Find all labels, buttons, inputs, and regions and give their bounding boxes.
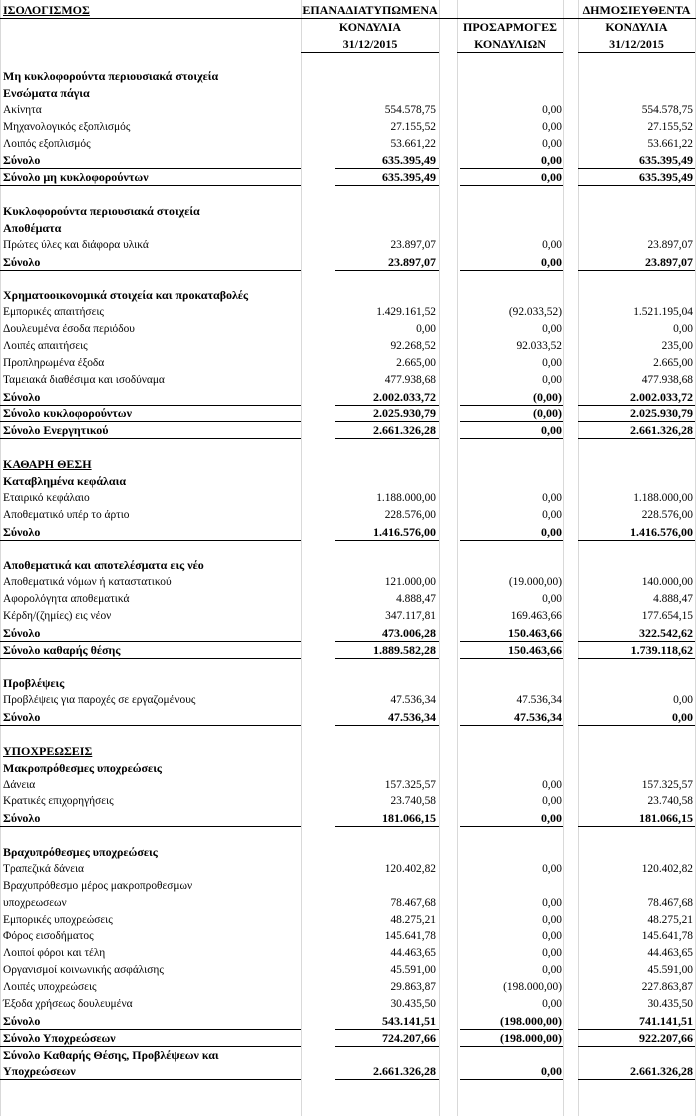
spacer-row <box>0 827 696 844</box>
row-value-v2: 0,00 <box>541 1064 562 1079</box>
row-value-v2: 0,00 <box>542 373 562 386</box>
row-label: Φόρος εισοδήματος <box>3 930 94 943</box>
header-rule <box>578 52 695 53</box>
row-label: Αφορολόγητα αποθεματικά <box>3 593 130 605</box>
row-label: Σύνολο <box>3 524 41 539</box>
row-label: Σύνολο μη κυκλοφορούντων <box>3 170 149 185</box>
row-value-v3: 2.002.033,72 <box>630 389 693 404</box>
row-value-v2: 0,00 <box>542 356 562 369</box>
row-value-v2: 0,00 <box>542 862 562 875</box>
table-row <box>0 979 696 996</box>
row-value-v1: 23.897,07 <box>388 254 436 269</box>
table-row <box>0 692 696 709</box>
row-value-v2: 0,00 <box>542 964 562 977</box>
col1-header-line1: ΕΠΑΝΑΔΙΑΤΥΠΩΜΕΝΑ <box>302 3 438 17</box>
row-value-v2: 92.033,52 <box>516 339 562 352</box>
row-value-v2: 0,00 <box>541 423 562 438</box>
table-row <box>0 68 696 85</box>
row-value-v1: 2.025.930,79 <box>373 406 436 421</box>
table-row <box>0 777 696 794</box>
row-value-v3: 635.395,49 <box>639 170 693 185</box>
row-value-v2: 0,00 <box>541 811 562 826</box>
spacer-row <box>0 270 696 287</box>
row-value-v3: 235,00 <box>661 339 693 352</box>
table-row <box>0 119 696 136</box>
spacer-row <box>0 659 696 676</box>
table-row <box>0 793 696 810</box>
row-label: Υποχρεώσεων <box>3 1064 76 1079</box>
row-value-v1: 473.006,28 <box>382 625 436 640</box>
table-row <box>0 675 696 692</box>
row-label: Λοιπός εξοπλισμός <box>3 137 91 150</box>
table-row <box>0 625 696 642</box>
table-row <box>0 220 696 237</box>
row-label: Λοιποί φόροι και τέλη <box>3 947 106 960</box>
table-row <box>0 844 696 861</box>
row-value-v1: 23.740,58 <box>390 795 436 808</box>
row-value-v1: 1.889.582,28 <box>373 642 436 657</box>
table-row <box>0 203 696 220</box>
row-value-v3: 44.463,65 <box>647 947 693 960</box>
table-row <box>0 861 696 878</box>
row-value-v3: 4.888,47 <box>653 593 693 605</box>
header-rule <box>301 52 439 53</box>
row-value-v1: 157.325,57 <box>384 778 436 791</box>
table-row <box>0 338 696 355</box>
row-value-v3: 2.661.326,28 <box>630 1064 693 1079</box>
table-row <box>0 85 696 102</box>
row-value-v1: 347.117,81 <box>385 609 436 622</box>
row-value-v1: 78.467,68 <box>390 896 436 909</box>
table-row <box>0 1047 696 1064</box>
row-value-v2: 0,00 <box>542 137 562 150</box>
row-value-v2: 0,00 <box>541 153 562 168</box>
row-value-v3: 477.938,68 <box>641 373 693 386</box>
row-value-v1: 47.536,34 <box>390 694 436 707</box>
table-row <box>0 878 696 895</box>
row-value-v3: 1.416.576,00 <box>630 524 693 539</box>
row-value-v3: 1.188.000,00 <box>633 491 693 504</box>
table-row <box>0 591 696 608</box>
row-value-v3: 45.591,00 <box>647 964 693 977</box>
row-value-v2: 0,00 <box>541 254 562 269</box>
row-label: Αποθέματα <box>3 220 62 235</box>
row-value-v3: 120.402,82 <box>641 862 693 875</box>
spacer-row <box>0 540 696 557</box>
row-value-v3: 554.578,75 <box>641 103 693 116</box>
row-label: Λοιπές απαιτήσεις <box>3 339 88 352</box>
row-label: Αποθεματικό υπέρ το άρτιο <box>3 508 130 521</box>
row-value-v2: (19.000,00) <box>508 576 562 589</box>
table-row <box>0 557 696 574</box>
row-value-v2: 0,00 <box>542 778 562 791</box>
row-label: Κυκλοφορούντα περιουσιακά στοιχεία <box>3 204 200 218</box>
row-value-v1: 2.661.326,28 <box>373 423 436 438</box>
row-label: Έξοδα χρήσεως δουλευμένα <box>3 997 133 1010</box>
row-value-v2: 0,00 <box>542 103 562 116</box>
row-label: Κέρδη/(ζημίες) εις νέον <box>3 609 112 622</box>
row-label: Σύνολο καθαρής θέσης <box>3 642 121 657</box>
row-value-v2: (0,00) <box>533 406 562 421</box>
row-value-v2: 0,00 <box>542 323 562 336</box>
table-row <box>0 996 696 1013</box>
row-value-v3: 741.141,51 <box>639 1013 693 1028</box>
row-label: Δουλευμένα έσοδα περιόδου <box>3 323 135 336</box>
total-rule <box>335 1079 439 1080</box>
spacer-row <box>0 186 696 203</box>
row-value-v3: 922.207,66 <box>639 1030 693 1045</box>
row-label: Τραπεζικά δάνεια <box>3 862 85 875</box>
row-value-v1: 120.402,82 <box>384 862 436 875</box>
row-value-v3: 23.897,07 <box>645 254 693 269</box>
row-value-v2: 0,00 <box>542 997 562 1010</box>
row-value-v2: 47.536,34 <box>514 710 562 725</box>
table-row <box>0 169 696 186</box>
row-label: Σύνολο <box>3 1013 41 1028</box>
col1-header-line3: 31/12/2015 <box>342 37 398 51</box>
row-value-v2: 0,00 <box>542 120 562 133</box>
total-rule <box>460 1079 563 1080</box>
row-value-v1: 92.268,52 <box>390 339 436 352</box>
row-value-v3: 0,00 <box>673 694 693 707</box>
row-label: Προπληρωμένα έξοδα <box>3 356 105 369</box>
row-value-v3: 30.435,50 <box>647 997 693 1010</box>
row-label: Μηχανολογικός εξοπλισμός <box>3 120 131 133</box>
row-label: Σύνολο Υποχρεώσεων <box>3 1030 116 1045</box>
row-value-v2: 0,00 <box>542 795 562 808</box>
row-value-v1: 0,00 <box>416 323 436 336</box>
table-row <box>0 912 696 929</box>
row-value-v1: 635.395,49 <box>382 153 436 168</box>
col2-header-line2: ΚΟΝΔΥΛΙΩΝ <box>474 37 546 51</box>
row-value-v2: 169.463,66 <box>510 609 562 622</box>
row-value-v2: 0,00 <box>542 238 562 251</box>
row-label: υποχρεωσεων <box>3 896 67 909</box>
table-row <box>0 355 696 372</box>
table-row <box>0 389 696 406</box>
table-row <box>0 254 696 271</box>
table-row <box>0 928 696 945</box>
row-value-v1: 1.429.161,52 <box>376 306 436 319</box>
table-row <box>0 1013 696 1030</box>
table-row <box>0 372 696 389</box>
row-value-v3: 140.000,00 <box>641 576 693 589</box>
row-label: Ενσώματα πάγια <box>3 85 90 100</box>
row-value-v1: 1.188.000,00 <box>376 491 436 504</box>
row-value-v3: 1.739.118,62 <box>630 642 693 657</box>
row-value-v3: 177.654,15 <box>641 609 693 622</box>
row-value-v2: 150.463,66 <box>508 642 562 657</box>
col2-header-line1: ΠΡΟΣΑΡΜΟΓΕΣ <box>463 20 557 34</box>
row-value-v2: 0,00 <box>541 524 562 539</box>
row-value-v1: 29.863,87 <box>390 981 436 993</box>
row-label: Μακροπρόθεσμες υποχρεώσεις <box>3 760 162 775</box>
row-value-v1: 724.207,66 <box>382 1030 436 1045</box>
row-value-v2: 0,00 <box>542 593 562 605</box>
row-label: Ταμειακά διαθέσιμα και ισοδύναμα <box>3 373 165 386</box>
table-row <box>0 743 696 760</box>
row-value-v3: 23.740,58 <box>647 795 693 808</box>
row-value-v1: 1.416.576,00 <box>373 524 436 539</box>
table-row <box>0 1030 696 1047</box>
col3-header-line1: ΔΗΜΟΣΙΕΥΘΕΝΤΑ <box>582 3 691 17</box>
table-row <box>0 709 696 726</box>
row-value-v3: 23.897,07 <box>647 238 693 251</box>
table-row <box>0 152 696 169</box>
table-row <box>0 507 696 524</box>
row-value-v1: 477.938,68 <box>384 373 436 386</box>
table-row <box>0 945 696 962</box>
row-value-v3: 157.325,57 <box>641 778 693 791</box>
row-value-v2: 0,00 <box>542 930 562 943</box>
row-value-v1: 23.897,07 <box>390 238 436 251</box>
row-label: Κρατικές επιχορηγήσεις <box>3 795 114 808</box>
row-value-v1: 635.395,49 <box>382 170 436 185</box>
table-row <box>0 422 696 439</box>
row-value-v3: 2.661.326,28 <box>630 423 693 438</box>
table-row <box>0 136 696 153</box>
col3-header-line2: ΚΟΝΔΥΛΙΑ <box>605 20 668 34</box>
row-value-v1: 543.141,51 <box>382 1013 436 1028</box>
row-value-v3: 635.395,49 <box>639 153 693 168</box>
row-label: Σύνολο <box>3 254 41 269</box>
row-value-v2: 47.536,34 <box>516 694 562 707</box>
row-value-v1: 2.002.033,72 <box>373 389 436 404</box>
table-row <box>0 287 696 304</box>
row-value-v3: 27.155,52 <box>647 120 693 133</box>
header-rule <box>0 18 696 19</box>
row-value-v3: 181.066,15 <box>639 811 693 826</box>
table-row <box>0 405 696 422</box>
row-label: Καταβλημένα κεφάλαια <box>3 473 127 488</box>
row-value-v3: 1.521.195,04 <box>633 306 693 319</box>
total-rule <box>0 1079 301 1080</box>
row-value-v1: 30.435,50 <box>390 997 436 1010</box>
row-label: Βραχυπρόθεσμες υποχρεώσεις <box>3 845 158 859</box>
table-row <box>0 642 696 659</box>
row-label: Προβλέψεις για παροχές σε εργαζομένους <box>3 694 196 707</box>
row-value-v2: 0,00 <box>542 491 562 504</box>
row-value-v2: 0,00 <box>542 508 562 521</box>
row-value-v1: 2.665,00 <box>396 356 436 369</box>
row-value-v2: 0,00 <box>541 170 562 185</box>
spacer-row <box>0 439 696 456</box>
row-value-v1: 47.536,34 <box>388 710 436 725</box>
row-value-v3: 228.576,00 <box>641 508 693 521</box>
sheet-title: ΙΣΟΛΟΓΙΣΜΟΣ <box>3 3 90 17</box>
row-value-v3: 53.661,22 <box>647 137 693 150</box>
col3-header-line3: 31/12/2015 <box>609 37 664 51</box>
table-row <box>0 321 696 338</box>
table-row <box>0 810 696 827</box>
row-value-v1: 4.888,47 <box>396 593 436 605</box>
table-row <box>0 895 696 912</box>
row-label: Αποθεματικά και αποτελέσματα εις νέο <box>3 558 204 573</box>
row-label: Σύνολο <box>3 389 41 404</box>
table-row <box>0 456 696 473</box>
row-label: Εταιρικό κεφάλαιο <box>3 491 90 504</box>
row-label: Προβλέψεις <box>3 676 65 691</box>
table-row <box>0 962 696 979</box>
row-value-v3: 48.275,21 <box>647 913 693 926</box>
row-value-v2: (198.000,00) <box>500 1030 562 1045</box>
row-value-v1: 53.661,22 <box>390 137 436 150</box>
total-rule <box>578 1079 695 1080</box>
row-label: Σύνολο κυκλοφορούντων <box>3 406 132 421</box>
row-label: Σύνολο <box>3 710 41 725</box>
table-row <box>0 102 696 119</box>
table-row <box>0 304 696 321</box>
row-label: Σύνολο Καθαρής Θέσης, Προβλέψεων και <box>3 1047 219 1062</box>
row-value-v1: 228.576,00 <box>384 508 436 521</box>
table-row <box>0 1063 696 1080</box>
row-value-v1: 44.463,65 <box>390 947 436 960</box>
row-value-v3: 0,00 <box>672 710 693 725</box>
header-rule <box>457 52 563 53</box>
row-value-v1: 27.155,52 <box>390 120 436 133</box>
row-label: Πρώτες ύλες και διάφορα υλικά <box>3 238 149 251</box>
row-value-v2: 0,00 <box>542 947 562 960</box>
row-label: Αποθεματικά νόμων ή καταστατικού <box>3 576 172 589</box>
col1-header-line2: ΚΟΝΔΥΛΙΑ <box>338 20 402 34</box>
row-label: Βραχυπρόθεσμο μέρος μακροπροθεσμων <box>3 879 193 892</box>
row-label: Δάνεια <box>3 778 36 791</box>
row-value-v3: 2.665,00 <box>653 356 693 369</box>
table-row <box>0 608 696 625</box>
row-label: Ακίνητα <box>3 103 42 116</box>
table-row <box>0 524 696 541</box>
row-value-v1: 121.000,00 <box>384 576 436 589</box>
row-value-v3: 2.025.930,79 <box>630 406 693 421</box>
row-label: ΥΠΟΧΡΕΩΣΕΙΣ <box>3 743 93 758</box>
row-value-v2: 0,00 <box>542 913 562 926</box>
row-label: Σύνολο <box>3 153 41 168</box>
table-row <box>0 473 696 490</box>
row-label: Εμπορικές απαιτήσεις <box>3 306 104 319</box>
table-row <box>0 574 696 591</box>
row-value-v1: 2.661.326,28 <box>373 1064 436 1079</box>
row-label: Οργανισμοί κοινωνικής ασφάλισης <box>3 964 164 977</box>
table-row <box>0 237 696 254</box>
row-value-v1: 48.275,21 <box>390 913 436 926</box>
row-label: Σύνολο <box>3 625 41 640</box>
row-value-v2: (198.000,00) <box>500 1013 562 1028</box>
row-value-v2: 0,00 <box>542 896 562 909</box>
row-value-v2: (92.033,52) <box>508 306 562 319</box>
row-label: Εμπορικές υποχρεώσεις <box>3 913 113 926</box>
row-value-v3: 0,00 <box>673 323 693 336</box>
row-value-v3: 145.641,78 <box>641 930 693 943</box>
row-label: Λοιπές υποχρεώσεις <box>3 981 97 993</box>
row-label: Σύνολο Ενεργητικού <box>3 423 109 438</box>
row-value-v2: (0,00) <box>533 389 562 404</box>
row-value-v1: 554.578,75 <box>384 103 436 116</box>
row-label: Σύνολο <box>3 811 41 826</box>
table-row <box>0 760 696 777</box>
spacer-row <box>0 726 696 743</box>
row-value-v1: 145.641,78 <box>384 930 436 943</box>
row-label: Χρηματοοικονομικά στοιχεία και προκαταβολές <box>3 288 249 303</box>
table-row <box>0 490 696 507</box>
row-label: Μη κυκλοφορούντα περιουσιακά στοιχεία <box>3 69 219 83</box>
row-value-v3: 78.467,68 <box>647 896 693 909</box>
row-value-v3: 227.863,87 <box>641 981 693 993</box>
row-label: ΚΑΘΑΡΗ ΘΕΣΗ <box>3 457 92 471</box>
row-value-v2: 150.463,66 <box>508 625 562 640</box>
row-value-v1: 45.591,00 <box>390 964 436 977</box>
row-value-v3: 322.542,62 <box>639 625 693 640</box>
row-value-v1: 181.066,15 <box>382 811 436 826</box>
row-value-v2: (198.000,00) <box>503 981 562 993</box>
